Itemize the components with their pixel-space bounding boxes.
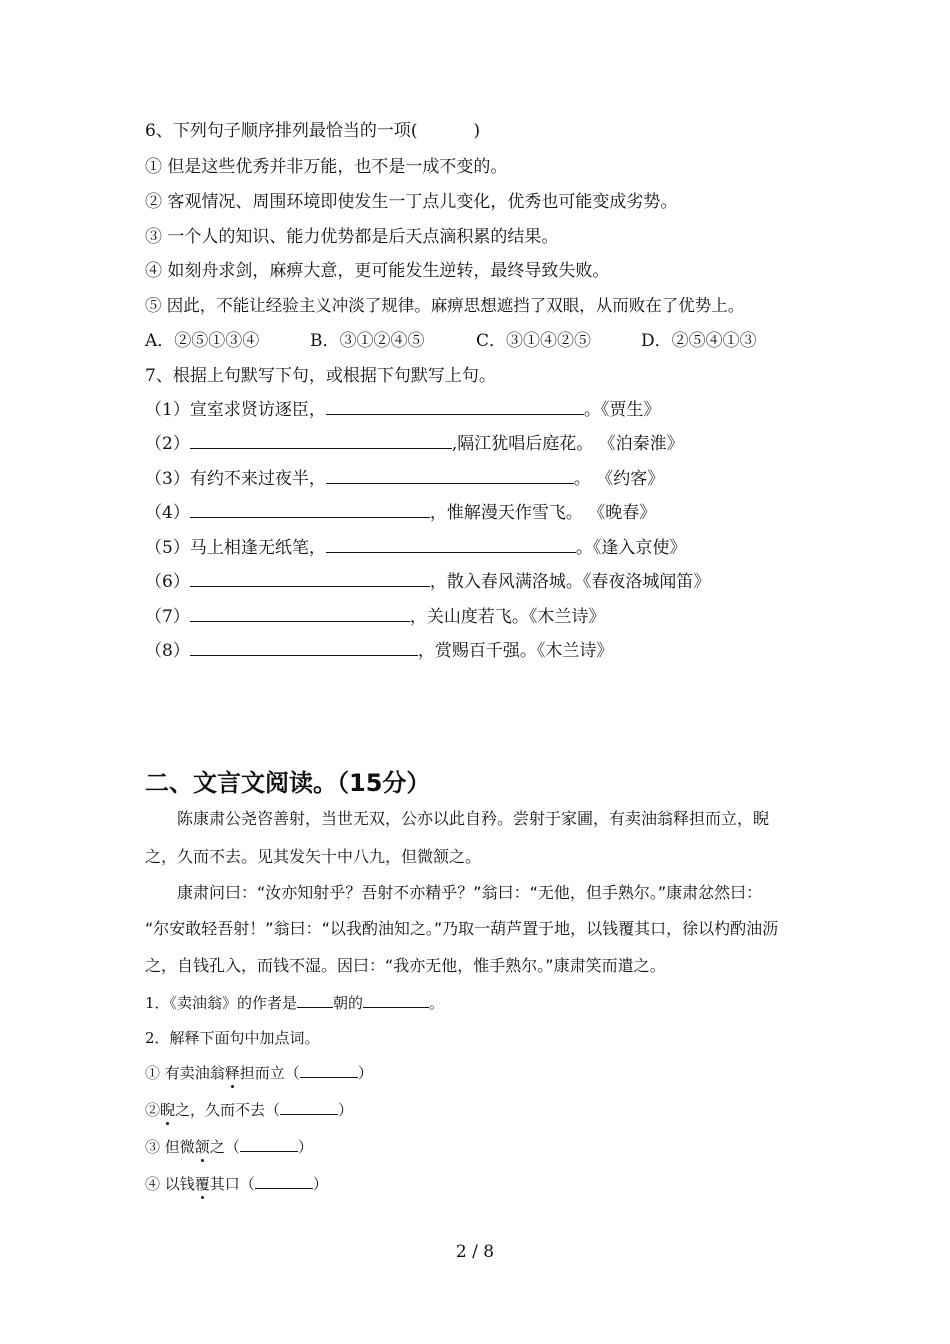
- q7-item-2: （2） ,隔江犹唱后庭花。 《泊秦淮》: [145, 434, 684, 454]
- q6-item-4: ④ 如刻舟求剑，麻痹大意，更可能发生逆转，最终导致失败。: [145, 261, 610, 281]
- answer-blank[interactable]: [363, 994, 429, 1008]
- q7-item-5: （5）马上相逢无纸笔， 。《逢入京使》: [145, 538, 687, 558]
- answer-blank[interactable]: [190, 502, 430, 518]
- q6-item-1: ① 但是这些优秀并非万能，也不是一成不变的。: [145, 157, 508, 177]
- q6-stem: 6、下列句子顺序排列最恰当的一项( ): [145, 121, 481, 141]
- page-number: 2 / 8: [455, 1242, 495, 1262]
- q6-item-2: ② 客观情况、周围环境即使发生一丁点儿变化，优秀也可能变成劣势。: [145, 192, 678, 212]
- q7-item-8: （8） ，赏赐百千强。《木兰诗》: [145, 641, 614, 661]
- passage-line: “尔安敢轻吾射！”翁曰：“以我酌油知之。”乃取一葫芦置于地，以钱覆其口，徐以杓酌油沥: [145, 919, 779, 938]
- answer-blank[interactable]: [190, 571, 430, 587]
- s2-q2-item-4: ④ 以钱覆其口（ ）: [145, 1175, 328, 1193]
- q6-item-3: ③ 一个人的知识、能力优势都是后天点滴积累的结果。: [145, 227, 559, 247]
- answer-blank[interactable]: [190, 606, 410, 622]
- q7-item-7: （7） ，关山度若飞。《木兰诗》: [145, 607, 606, 627]
- q6-option-b: B．③①②④⑤: [310, 331, 425, 351]
- s2-q2-item-3: ③ 但微颔之（ ）: [145, 1138, 313, 1156]
- s2-q2-item-2: ②睨之，久而不去（ ）: [145, 1101, 354, 1119]
- answer-blank[interactable]: [190, 433, 452, 449]
- answer-blank[interactable]: [326, 399, 584, 415]
- q6-option-a: A．②⑤①③④: [145, 331, 260, 351]
- answer-blank[interactable]: [280, 1101, 338, 1115]
- passage-line: 之，自钱孔入，而钱不湿。因曰：“我亦无他，惟手熟尔。”康肃笑而遣之。: [145, 956, 666, 975]
- answer-blank[interactable]: [326, 537, 576, 553]
- q7-item-3: （3）有约不来过夜半， 。 《约客》: [145, 469, 665, 489]
- answer-blank[interactable]: [240, 1138, 298, 1152]
- q6-option-c: C．③①④②⑤: [476, 331, 592, 351]
- s2-q2-item-1: ① 有卖油翁释担而立（ ）: [145, 1064, 373, 1082]
- q6-item-5: ⑤ 因此，不能让经验主义冲淡了规律。麻痹思想遮挡了双眼，从而败在了优势上。: [145, 296, 745, 315]
- answer-blank[interactable]: [297, 994, 333, 1008]
- s2-question-2: 2．解释下面句中加点词。: [145, 1029, 320, 1047]
- answer-blank[interactable]: [255, 1175, 313, 1189]
- q7-item-4: （4） ，惟解漫天作雪飞。 《晚春》: [145, 503, 657, 523]
- q7-item-6: （6） ，散入春风满洛城。《春夜洛城闻笛》: [145, 572, 711, 592]
- q7-stem: 7、根据上句默写下句，或根据下句默写上句。: [145, 366, 496, 386]
- answer-blank[interactable]: [326, 468, 574, 484]
- q6-option-d: D．②⑤④①③: [641, 331, 757, 351]
- q7-item-1: （1）宣室求贤访逐臣， 。《贾生》: [145, 400, 661, 420]
- passage-line: 之，久而不去。见其发矢十中八九，但微颔之。: [145, 847, 482, 866]
- passage-line: 陈康肃公尧咨善射，当世无双，公亦以此自矜。尝射于家圃，有卖油翁释担而立，睨: [177, 809, 770, 828]
- answer-blank[interactable]: [190, 640, 418, 656]
- s2-question-1: 1．《卖油翁》的作者是 朝的 。: [145, 994, 445, 1012]
- q6-options: [145, 330, 757, 352]
- section-heading: 二、文言文阅读。（15分）: [145, 769, 431, 797]
- answer-blank[interactable]: [300, 1064, 358, 1078]
- passage-line: 康肃问曰：“汝亦知射乎？吾射不亦精乎？”翁曰：“无他，但手熟尔。”康肃忿然曰：: [177, 883, 763, 902]
